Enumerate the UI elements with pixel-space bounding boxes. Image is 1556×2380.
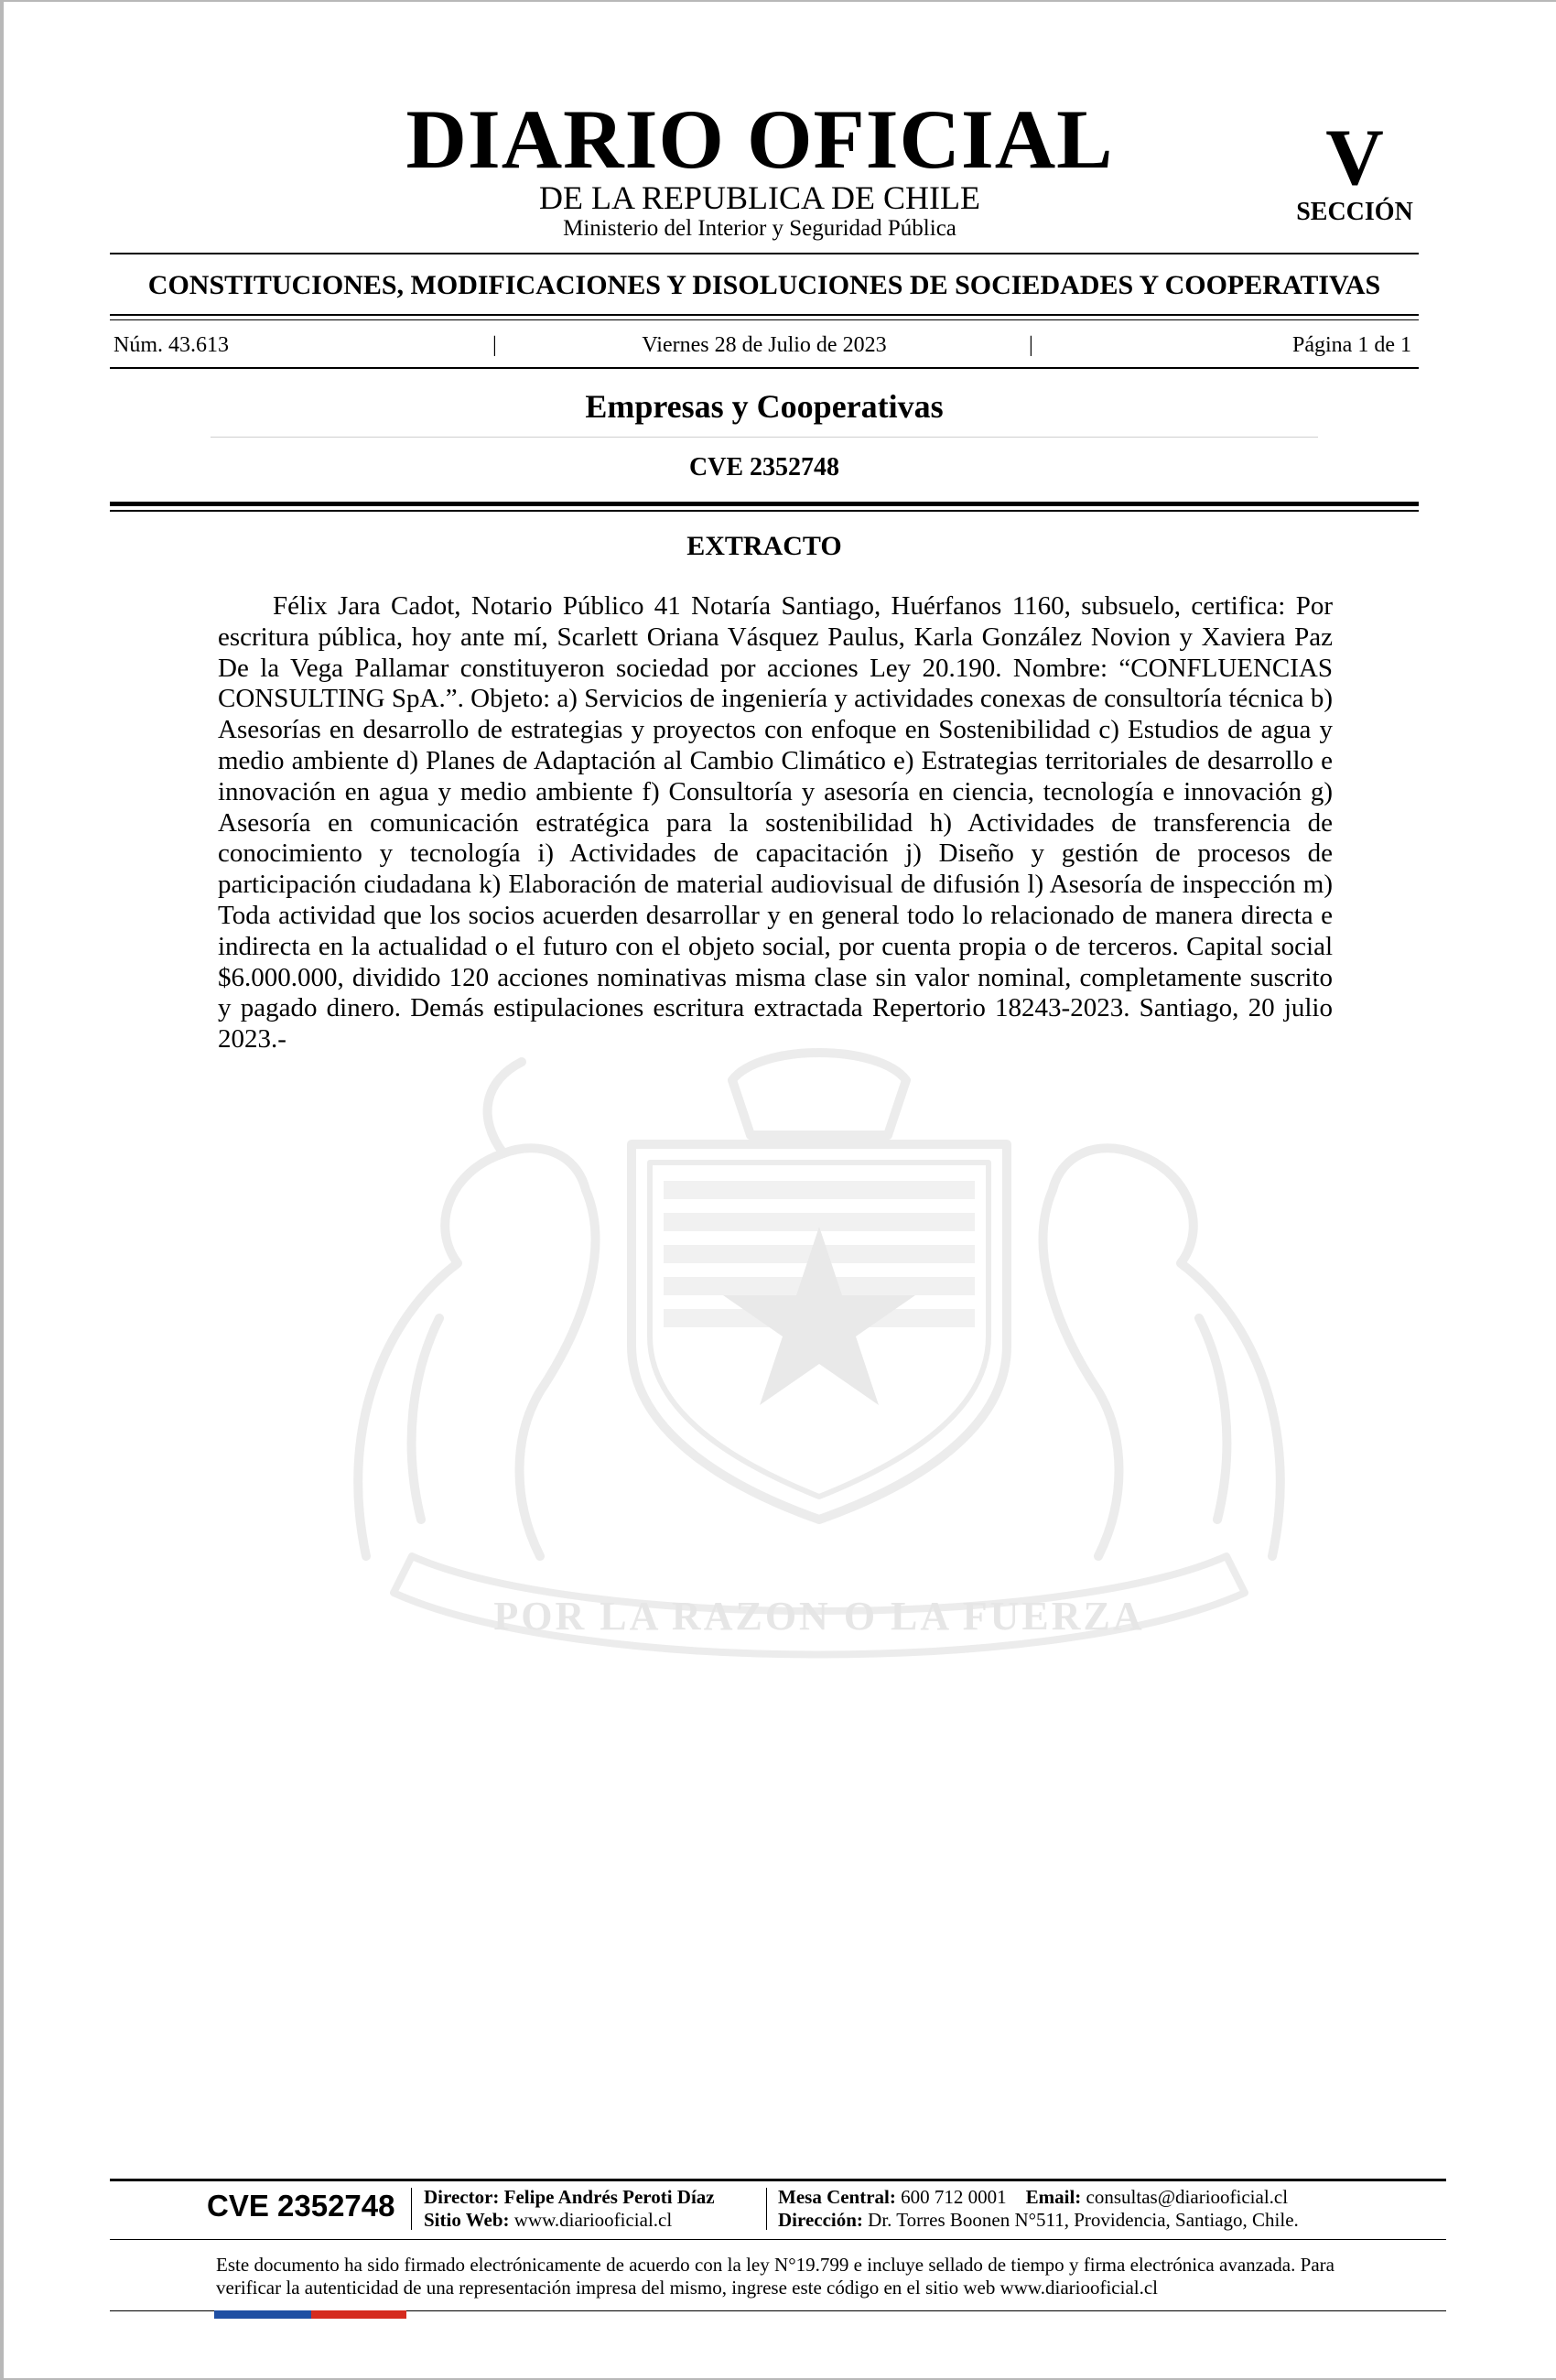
website-link[interactable]: www.diariooficial.cl <box>513 2209 673 2231</box>
heading-divider-thick <box>110 502 1419 506</box>
heading-divider-thin <box>110 510 1419 512</box>
masthead-subtitle: DE LA REPUBLICA DE CHILE <box>539 179 980 216</box>
coat-of-arms-watermark <box>302 1044 1336 1684</box>
footer-cve-code: CVE 2352748 <box>207 2189 395 2223</box>
page-indicator: Página 1 de 1 <box>1292 333 1411 357</box>
footer-divider-middle <box>110 2239 1446 2240</box>
address-label: Dirección: <box>778 2209 863 2231</box>
director-label: Director: <box>424 2186 500 2208</box>
website-label: Sitio Web: <box>424 2209 510 2231</box>
document-heading: EXTRACTO <box>686 531 842 561</box>
section-title: Empresas y Cooperativas <box>585 388 944 425</box>
issue-info-row <box>113 330 1415 361</box>
masthead-divider <box>110 253 1419 254</box>
section-underline <box>211 437 1318 438</box>
footer-director-block <box>424 2186 715 2232</box>
separator: | <box>1029 333 1033 357</box>
address-text: Dr. Torres Boonen N°511, Providencia, Santiago, Chile. <box>868 2209 1299 2231</box>
banner-heading: CONSTITUCIONES, MODIFICACIONES Y DISOLUCIONES DE SOCIEDADES Y COOPERATIVAS <box>147 270 1381 300</box>
banner-divider-top <box>110 314 1419 316</box>
email-label: Email: <box>1025 2186 1082 2208</box>
cve-code: CVE 2352748 <box>688 453 840 481</box>
banner-divider-bottom <box>110 319 1419 320</box>
flag-stripe-red <box>311 2310 406 2319</box>
masthead-title: DIARIO OFICIAL <box>405 92 1114 186</box>
email-link[interactable]: consultas@diariooficial.cl <box>1086 2186 1289 2208</box>
flag-stripe-blue <box>214 2310 311 2319</box>
issue-date: Viernes 28 de Julio de 2023 <box>642 333 887 357</box>
section-label: SECCIÓN <box>1296 198 1413 226</box>
info-divider <box>110 367 1419 369</box>
section-letter: V <box>1325 114 1384 202</box>
footer-contact-block <box>778 2186 1299 2232</box>
footer-separator <box>411 2188 412 2230</box>
masthead-ministry: Ministerio del Interior y Seguridad Pública <box>563 216 956 241</box>
director-name: Felipe Andrés Peroti Díaz <box>503 2186 715 2208</box>
phone-number: 600 712 0001 <box>901 2186 1007 2208</box>
watermark-motto: POR LA RAZON O LA FUERZA <box>493 1594 1145 1639</box>
extract-body: Félix Jara Cadot, Notario Público 41 Notaría Santiago, Huérfanos 1160, subsuelo, certifica: Por escritura pública, hoy ante mí, Scarlett Oriana Vásquez Paulus, Karla González Novion y Xaviera Paz De la Vega Pallamar constituyeron sociedad por acciones Ley 20.190. Nombre: “CONFLUENCIAS CONSULTING SpA.”. Objeto: a) Servicios de ingeniería y actividades conexas de consultoría técnica b) Asesorías en desarrollo de estrategias y proyectos con enfoque en Sostenibilidad c) Estudios de agua y medio ambiente d) Planes de Adaptación al Cambio Climático e) Estrategias territoriales de desarrollo e innovación en agua y medio ambiente f) Consultoría y asesoría en ciencia, tecnología e innovación g) Asesoría en comunicación estratégica para la sostenibilidad h) Actividades de transferencia de conocimiento y tecnología i) Actividades de capacitación j) Diseño y gestión de procesos de participación ciudadana k) Elaboración de material audiovisual de difusión l) Asesoría de inspección m) Toda actividad que los socios acuerden desarrollar y en general todo lo relacionado de manera directa e indirecta en la actualidad o el futuro con el objeto social, por cuenta propia o de terceros. Capital social $6.000.000, dividido 120 acciones nominativas misma clase sin valor nominal, completamente suscrito y pagado dinero. Demás estipulaciones escritura extractada Repertorio 18243-2023. Santiago, 20 julio 2023.- <box>218 591 1333 1055</box>
footer-divider-top <box>110 2179 1446 2181</box>
issue-number: Núm. 43.613 <box>113 333 229 357</box>
separator: | <box>492 333 497 357</box>
footer-signature-note: Este documento ha sido firmado electrónicamente de acuerdo con la ley N°19.799 e incluye sellado de tiempo y firma electrónica avanzada. Para verificar la autenticidad de una representación impresa del mismo, ingrese este código en el sitio web www.diariooficial.cl <box>216 2254 1334 2299</box>
phone-label: Mesa Central: <box>778 2186 896 2208</box>
footer-separator <box>766 2188 767 2230</box>
